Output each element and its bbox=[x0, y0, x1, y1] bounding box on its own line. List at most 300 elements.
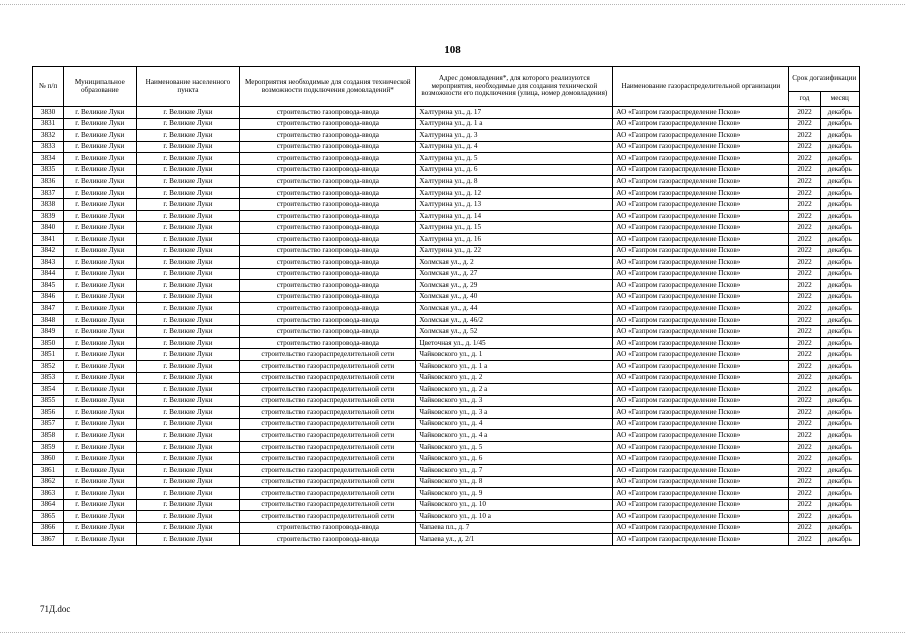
cell-year: 2022 bbox=[789, 453, 820, 465]
cell-address: Чайковского ул., д. 4 а bbox=[416, 430, 613, 442]
cell-num: 3833 bbox=[33, 141, 64, 153]
cell-measure: строительство газопровода-ввода bbox=[240, 118, 416, 130]
cell-municipality: г. Великие Луки bbox=[64, 245, 137, 257]
cell-address: Чайковского ул., д. 3 а bbox=[416, 407, 613, 419]
cell-municipality: г. Великие Луки bbox=[64, 499, 137, 511]
cell-month: декабрь bbox=[820, 130, 859, 142]
table-row bbox=[33, 522, 860, 534]
table-row bbox=[33, 464, 860, 476]
cell-measure: строительство газораспределительной сети bbox=[240, 418, 416, 430]
cell-month: декабрь bbox=[820, 488, 859, 500]
cell-measure: строительство газопровода-ввода bbox=[240, 280, 416, 292]
cell-organization: АО «Газпром газораспределение Псков» bbox=[613, 280, 789, 292]
cell-organization: АО «Газпром газораспределение Псков» bbox=[613, 337, 789, 349]
cell-measure: строительство газопровода-ввода bbox=[240, 257, 416, 269]
cell-settlement: г. Великие Луки bbox=[136, 441, 240, 453]
cell-settlement: г. Великие Луки bbox=[136, 210, 240, 222]
cell-year: 2022 bbox=[789, 464, 820, 476]
cell-address: Халтурина ул., д. 5 bbox=[416, 153, 613, 165]
cell-municipality: г. Великие Луки bbox=[64, 511, 137, 523]
cell-address: Чайковского ул., д. 5 bbox=[416, 441, 613, 453]
cell-month: декабрь bbox=[820, 534, 859, 546]
cell-month: декабрь bbox=[820, 337, 859, 349]
cell-num: 3832 bbox=[33, 130, 64, 142]
cell-num: 3857 bbox=[33, 418, 64, 430]
header-settlement: Наименование населенного пункта bbox=[136, 67, 240, 107]
cell-address: Чайковского ул., д. 2 а bbox=[416, 384, 613, 396]
cell-address: Холмская ул., д. 46/2 bbox=[416, 314, 613, 326]
cell-settlement: г. Великие Луки bbox=[136, 130, 240, 142]
cell-settlement: г. Великие Луки bbox=[136, 430, 240, 442]
cell-measure: строительство газопровода-ввода bbox=[240, 141, 416, 153]
cell-organization: АО «Газпром газораспределение Псков» bbox=[613, 234, 789, 246]
cell-measure: строительство газопровода-ввода bbox=[240, 187, 416, 199]
cell-measure: строительство газопровода-ввода bbox=[240, 268, 416, 280]
cell-address: Цветочная ул., д. 1/45 bbox=[416, 337, 613, 349]
cell-month: декабрь bbox=[820, 430, 859, 442]
cell-measure: строительство газораспределительной сети bbox=[240, 511, 416, 523]
cell-measure: строительство газопровода-ввода bbox=[240, 176, 416, 188]
cell-organization: АО «Газпром газораспределение Псков» bbox=[613, 511, 789, 523]
cell-month: декабрь bbox=[820, 361, 859, 373]
cell-year: 2022 bbox=[789, 257, 820, 269]
cell-measure: строительство газопровода-ввода bbox=[240, 522, 416, 534]
cell-month: декабрь bbox=[820, 164, 859, 176]
cell-month: декабрь bbox=[820, 464, 859, 476]
cell-municipality: г. Великие Луки bbox=[64, 418, 137, 430]
table-row bbox=[33, 107, 860, 119]
cell-organization: АО «Газпром газораспределение Псков» bbox=[613, 222, 789, 234]
cell-measure: строительство газораспределительной сети bbox=[240, 499, 416, 511]
cell-measure: строительство газораспределительной сети bbox=[240, 349, 416, 361]
cell-month: декабрь bbox=[820, 314, 859, 326]
table-row bbox=[33, 511, 860, 523]
cell-num: 3838 bbox=[33, 199, 64, 211]
cell-settlement: г. Великие Луки bbox=[136, 476, 240, 488]
cell-year: 2022 bbox=[789, 118, 820, 130]
cell-num: 3841 bbox=[33, 234, 64, 246]
cell-measure: строительство газораспределительной сети bbox=[240, 361, 416, 373]
cell-year: 2022 bbox=[789, 141, 820, 153]
cell-organization: АО «Газпром газораспределение Псков» bbox=[613, 176, 789, 188]
cell-num: 3848 bbox=[33, 314, 64, 326]
table-row bbox=[33, 303, 860, 315]
cell-num: 3851 bbox=[33, 349, 64, 361]
cell-municipality: г. Великие Луки bbox=[64, 314, 137, 326]
cell-organization: АО «Газпром газораспределение Псков» bbox=[613, 187, 789, 199]
cell-num: 3861 bbox=[33, 464, 64, 476]
cell-address: Чайковского ул., д. 1 а bbox=[416, 361, 613, 373]
cell-organization: АО «Газпром газораспределение Псков» bbox=[613, 372, 789, 384]
table-row bbox=[33, 418, 860, 430]
cell-year: 2022 bbox=[789, 130, 820, 142]
cell-address: Холмская ул., д. 2 bbox=[416, 257, 613, 269]
cell-month: декабрь bbox=[820, 245, 859, 257]
cell-settlement: г. Великие Луки bbox=[136, 303, 240, 315]
header-measures: Мероприятия необходимые для создания технической возможности подключения домовладений* bbox=[240, 67, 416, 107]
table-row bbox=[33, 361, 860, 373]
cell-num: 3859 bbox=[33, 441, 64, 453]
cell-num: 3864 bbox=[33, 499, 64, 511]
cell-organization: АО «Газпром газораспределение Псков» bbox=[613, 268, 789, 280]
cell-address: Чайковского ул., д. 9 bbox=[416, 488, 613, 500]
cell-num: 3835 bbox=[33, 164, 64, 176]
cell-measure: строительство газораспределительной сети bbox=[240, 384, 416, 396]
cell-settlement: г. Великие Луки bbox=[136, 187, 240, 199]
cell-month: декабрь bbox=[820, 291, 859, 303]
cell-address: Халтурина ул., д. 15 bbox=[416, 222, 613, 234]
cell-num: 3855 bbox=[33, 395, 64, 407]
cell-year: 2022 bbox=[789, 164, 820, 176]
cell-num: 3867 bbox=[33, 534, 64, 546]
cell-year: 2022 bbox=[789, 407, 820, 419]
cell-num: 3830 bbox=[33, 107, 64, 119]
cell-organization: АО «Газпром газораспределение Псков» bbox=[613, 118, 789, 130]
table-row bbox=[33, 372, 860, 384]
cell-address: Чайковского ул., д. 10 а bbox=[416, 511, 613, 523]
cell-measure: строительство газораспределительной сети bbox=[240, 407, 416, 419]
table-row bbox=[33, 187, 860, 199]
cell-num: 3840 bbox=[33, 222, 64, 234]
cell-municipality: г. Великие Луки bbox=[64, 464, 137, 476]
cell-month: декабрь bbox=[820, 141, 859, 153]
cell-settlement: г. Великие Луки bbox=[136, 164, 240, 176]
cell-year: 2022 bbox=[789, 534, 820, 546]
cell-month: декабрь bbox=[820, 280, 859, 292]
cell-month: декабрь bbox=[820, 176, 859, 188]
cell-year: 2022 bbox=[789, 372, 820, 384]
cell-municipality: г. Великие Луки bbox=[64, 337, 137, 349]
cell-organization: АО «Газпром газораспределение Псков» bbox=[613, 476, 789, 488]
cell-measure: строительство газопровода-ввода bbox=[240, 337, 416, 349]
cell-num: 3831 bbox=[33, 118, 64, 130]
header-num: № п/п bbox=[33, 67, 64, 107]
cell-num: 3837 bbox=[33, 187, 64, 199]
cell-year: 2022 bbox=[789, 176, 820, 188]
table-row bbox=[33, 407, 860, 419]
cell-settlement: г. Великие Луки bbox=[136, 384, 240, 396]
table-row bbox=[33, 153, 860, 165]
cell-address: Чайковского ул., д. 4 bbox=[416, 418, 613, 430]
cell-measure: строительство газораспределительной сети bbox=[240, 395, 416, 407]
cell-year: 2022 bbox=[789, 268, 820, 280]
cell-settlement: г. Великие Луки bbox=[136, 107, 240, 119]
cell-municipality: г. Великие Луки bbox=[64, 234, 137, 246]
cell-organization: АО «Газпром газораспределение Псков» bbox=[613, 130, 789, 142]
cell-year: 2022 bbox=[789, 291, 820, 303]
cell-settlement: г. Великие Луки bbox=[136, 326, 240, 338]
table-row bbox=[33, 326, 860, 338]
cell-organization: АО «Газпром газораспределение Псков» bbox=[613, 453, 789, 465]
table-row bbox=[33, 384, 860, 396]
cell-month: декабрь bbox=[820, 453, 859, 465]
cell-organization: АО «Газпром газораспределение Псков» bbox=[613, 488, 789, 500]
cell-address: Холмская ул., д. 44 bbox=[416, 303, 613, 315]
cell-measure: строительство газопровода-ввода bbox=[240, 164, 416, 176]
cell-year: 2022 bbox=[789, 499, 820, 511]
cell-municipality: г. Великие Луки bbox=[64, 326, 137, 338]
cell-settlement: г. Великие Луки bbox=[136, 280, 240, 292]
cell-settlement: г. Великие Луки bbox=[136, 361, 240, 373]
cell-organization: АО «Газпром газораспределение Псков» bbox=[613, 141, 789, 153]
cell-month: декабрь bbox=[820, 499, 859, 511]
cell-num: 3836 bbox=[33, 176, 64, 188]
cell-month: декабрь bbox=[820, 384, 859, 396]
cell-organization: АО «Газпром газораспределение Псков» bbox=[613, 164, 789, 176]
cell-measure: строительство газораспределительной сети bbox=[240, 430, 416, 442]
cell-municipality: г. Великие Луки bbox=[64, 187, 137, 199]
cell-municipality: г. Великие Луки bbox=[64, 130, 137, 142]
cell-municipality: г. Великие Луки bbox=[64, 280, 137, 292]
cell-address: Чапаева ул., д. 2/1 bbox=[416, 534, 613, 546]
cell-month: декабрь bbox=[820, 418, 859, 430]
cell-municipality: г. Великие Луки bbox=[64, 210, 137, 222]
cell-municipality: г. Великие Луки bbox=[64, 164, 137, 176]
cell-address: Халтурина ул., д. 3 bbox=[416, 130, 613, 142]
cell-organization: АО «Газпром газораспределение Псков» bbox=[613, 361, 789, 373]
table-row bbox=[33, 118, 860, 130]
cell-municipality: г. Великие Луки bbox=[64, 257, 137, 269]
cell-organization: АО «Газпром газораспределение Псков» bbox=[613, 395, 789, 407]
header-year: год bbox=[789, 92, 820, 107]
cell-num: 3843 bbox=[33, 257, 64, 269]
cell-organization: АО «Газпром газораспределение Псков» bbox=[613, 303, 789, 315]
page-number: 108 bbox=[444, 44, 461, 56]
cell-settlement: г. Великие Луки bbox=[136, 222, 240, 234]
top-scan-edge bbox=[0, 4, 905, 6]
cell-organization: АО «Газпром газораспределение Псков» bbox=[613, 349, 789, 361]
cell-organization: АО «Газпром газораспределение Псков» bbox=[613, 153, 789, 165]
table-row bbox=[33, 141, 860, 153]
cell-year: 2022 bbox=[789, 522, 820, 534]
cell-settlement: г. Великие Луки bbox=[136, 268, 240, 280]
cell-num: 3866 bbox=[33, 522, 64, 534]
cell-organization: АО «Газпром газораспределение Псков» bbox=[613, 314, 789, 326]
cell-settlement: г. Великие Луки bbox=[136, 118, 240, 130]
cell-measure: строительство газораспределительной сети bbox=[240, 441, 416, 453]
header-month: месяц bbox=[820, 92, 859, 107]
cell-month: декабрь bbox=[820, 257, 859, 269]
cell-year: 2022 bbox=[789, 384, 820, 396]
cell-settlement: г. Великие Луки bbox=[136, 395, 240, 407]
cell-settlement: г. Великие Луки bbox=[136, 199, 240, 211]
cell-settlement: г. Великие Луки bbox=[136, 499, 240, 511]
cell-year: 2022 bbox=[789, 337, 820, 349]
header-deadline: Срок догазификации bbox=[789, 67, 860, 92]
cell-address: Чайковского ул., д. 10 bbox=[416, 499, 613, 511]
cell-address: Холмская ул., д. 29 bbox=[416, 280, 613, 292]
cell-month: декабрь bbox=[820, 303, 859, 315]
cell-organization: АО «Газпром газораспределение Псков» bbox=[613, 441, 789, 453]
cell-organization: АО «Газпром газораспределение Псков» bbox=[613, 430, 789, 442]
cell-month: декабрь bbox=[820, 511, 859, 523]
cell-measure: строительство газопровода-ввода bbox=[240, 291, 416, 303]
cell-address: Халтурина ул., д. 8 bbox=[416, 176, 613, 188]
cell-month: декабрь bbox=[820, 199, 859, 211]
cell-organization: АО «Газпром газораспределение Псков» bbox=[613, 326, 789, 338]
cell-year: 2022 bbox=[789, 361, 820, 373]
cell-measure: строительство газопровода-ввода bbox=[240, 130, 416, 142]
cell-municipality: г. Великие Луки bbox=[64, 107, 137, 119]
cell-settlement: г. Великие Луки bbox=[136, 453, 240, 465]
cell-settlement: г. Великие Луки bbox=[136, 337, 240, 349]
cell-month: декабрь bbox=[820, 349, 859, 361]
cell-municipality: г. Великие Луки bbox=[64, 430, 137, 442]
cell-measure: строительство газопровода-ввода bbox=[240, 153, 416, 165]
cell-measure: строительство газораспределительной сети bbox=[240, 464, 416, 476]
cell-address: Халтурина ул., д. 22 bbox=[416, 245, 613, 257]
cell-num: 3858 bbox=[33, 430, 64, 442]
table-row bbox=[33, 453, 860, 465]
table-row bbox=[33, 499, 860, 511]
table-row bbox=[33, 268, 860, 280]
cell-address: Холмская ул., д. 27 bbox=[416, 268, 613, 280]
cell-organization: АО «Газпром газораспределение Псков» bbox=[613, 418, 789, 430]
cell-settlement: г. Великие Луки bbox=[136, 257, 240, 269]
table-row bbox=[33, 222, 860, 234]
table-row bbox=[33, 476, 860, 488]
cell-year: 2022 bbox=[789, 395, 820, 407]
cell-year: 2022 bbox=[789, 441, 820, 453]
cell-settlement: г. Великие Луки bbox=[136, 153, 240, 165]
cell-municipality: г. Великие Луки bbox=[64, 407, 137, 419]
cell-organization: АО «Газпром газораспределение Псков» bbox=[613, 384, 789, 396]
table-row bbox=[33, 210, 860, 222]
cell-year: 2022 bbox=[789, 326, 820, 338]
cell-settlement: г. Великие Луки bbox=[136, 488, 240, 500]
cell-measure: строительство газораспределительной сети bbox=[240, 372, 416, 384]
cell-municipality: г. Великие Луки bbox=[64, 349, 137, 361]
cell-measure: строительство газораспределительной сети bbox=[240, 476, 416, 488]
cell-year: 2022 bbox=[789, 476, 820, 488]
table-body bbox=[33, 107, 860, 546]
cell-measure: строительство газораспределительной сети bbox=[240, 488, 416, 500]
table-row bbox=[33, 176, 860, 188]
cell-settlement: г. Великие Луки bbox=[136, 176, 240, 188]
cell-municipality: г. Великие Луки bbox=[64, 222, 137, 234]
cell-municipality: г. Великие Луки bbox=[64, 522, 137, 534]
cell-measure: строительство газопровода-ввода bbox=[240, 314, 416, 326]
cell-measure: строительство газопровода-ввода bbox=[240, 303, 416, 315]
table-row bbox=[33, 234, 860, 246]
cell-month: декабрь bbox=[820, 268, 859, 280]
cell-organization: АО «Газпром газораспределение Псков» bbox=[613, 534, 789, 546]
header-address: Адрес домовладения*, для которого реализуются мероприятия, необходимые для создания технической возможности его подключения (улица, номер домовладения) bbox=[416, 67, 613, 107]
cell-measure: строительство газопровода-ввода bbox=[240, 210, 416, 222]
cell-measure: строительство газопровода-ввода bbox=[240, 199, 416, 211]
cell-year: 2022 bbox=[789, 210, 820, 222]
cell-address: Халтурина ул., д. 13 bbox=[416, 199, 613, 211]
cell-municipality: г. Великие Луки bbox=[64, 488, 137, 500]
cell-num: 3853 bbox=[33, 372, 64, 384]
cell-organization: АО «Газпром газораспределение Псков» bbox=[613, 107, 789, 119]
cell-municipality: г. Великие Луки bbox=[64, 384, 137, 396]
cell-address: Холмская ул., д. 52 bbox=[416, 326, 613, 338]
cell-num: 3834 bbox=[33, 153, 64, 165]
cell-month: декабрь bbox=[820, 522, 859, 534]
cell-organization: АО «Газпром газораспределение Псков» bbox=[613, 199, 789, 211]
cell-num: 3844 bbox=[33, 268, 64, 280]
cell-municipality: г. Великие Луки bbox=[64, 176, 137, 188]
cell-measure: строительство газопровода-ввода bbox=[240, 222, 416, 234]
cell-num: 3854 bbox=[33, 384, 64, 396]
cell-num: 3862 bbox=[33, 476, 64, 488]
cell-address: Халтурина ул., д. 16 bbox=[416, 234, 613, 246]
cell-month: декабрь bbox=[820, 118, 859, 130]
cell-year: 2022 bbox=[789, 199, 820, 211]
cell-municipality: г. Великие Луки bbox=[64, 372, 137, 384]
cell-num: 3852 bbox=[33, 361, 64, 373]
table-row bbox=[33, 534, 860, 546]
cell-measure: строительство газопровода-ввода bbox=[240, 245, 416, 257]
cell-address: Холмская ул., д. 40 bbox=[416, 291, 613, 303]
cell-year: 2022 bbox=[789, 107, 820, 119]
cell-municipality: г. Великие Луки bbox=[64, 441, 137, 453]
header-organization: Наименование газораспределительной организации bbox=[613, 67, 789, 107]
table-row bbox=[33, 395, 860, 407]
cell-address: Халтурина ул., д. 4 bbox=[416, 141, 613, 153]
cell-month: декабрь bbox=[820, 326, 859, 338]
cell-measure: строительство газопровода-ввода bbox=[240, 107, 416, 119]
cell-settlement: г. Великие Луки bbox=[136, 314, 240, 326]
table-row bbox=[33, 164, 860, 176]
table-row bbox=[33, 314, 860, 326]
cell-measure: строительство газопровода-ввода bbox=[240, 234, 416, 246]
cell-municipality: г. Великие Луки bbox=[64, 153, 137, 165]
cell-organization: АО «Газпром газораспределение Псков» bbox=[613, 257, 789, 269]
table-row bbox=[33, 257, 860, 269]
gasification-table bbox=[32, 66, 860, 546]
cell-municipality: г. Великие Луки bbox=[64, 118, 137, 130]
cell-settlement: г. Великие Луки bbox=[136, 349, 240, 361]
cell-municipality: г. Великие Луки bbox=[64, 534, 137, 546]
cell-settlement: г. Великие Луки bbox=[136, 522, 240, 534]
cell-year: 2022 bbox=[789, 418, 820, 430]
cell-municipality: г. Великие Луки bbox=[64, 453, 137, 465]
cell-month: декабрь bbox=[820, 210, 859, 222]
cell-num: 3849 bbox=[33, 326, 64, 338]
cell-month: декабрь bbox=[820, 187, 859, 199]
cell-year: 2022 bbox=[789, 222, 820, 234]
cell-num: 3856 bbox=[33, 407, 64, 419]
document-filename: 71Д.doc bbox=[40, 604, 71, 614]
cell-settlement: г. Великие Луки bbox=[136, 234, 240, 246]
table-row bbox=[33, 245, 860, 257]
cell-address: Халтурина ул., д. 17 bbox=[416, 107, 613, 119]
cell-year: 2022 bbox=[789, 430, 820, 442]
cell-num: 3846 bbox=[33, 291, 64, 303]
cell-organization: АО «Газпром газораспределение Псков» bbox=[613, 407, 789, 419]
cell-address: Чапаева пл., д. 7 bbox=[416, 522, 613, 534]
cell-month: декабрь bbox=[820, 234, 859, 246]
cell-municipality: г. Великие Луки bbox=[64, 141, 137, 153]
cell-address: Халтурина ул., д. 6 bbox=[416, 164, 613, 176]
cell-municipality: г. Великие Луки bbox=[64, 303, 137, 315]
cell-address: Халтурина ул., д. 14 bbox=[416, 210, 613, 222]
cell-num: 3860 bbox=[33, 453, 64, 465]
cell-year: 2022 bbox=[789, 314, 820, 326]
cell-month: декабрь bbox=[820, 476, 859, 488]
cell-measure: строительство газопровода-ввода bbox=[240, 534, 416, 546]
cell-settlement: г. Великие Луки bbox=[136, 291, 240, 303]
cell-address: Чайковского ул., д. 1 bbox=[416, 349, 613, 361]
cell-municipality: г. Великие Луки bbox=[64, 268, 137, 280]
cell-year: 2022 bbox=[789, 245, 820, 257]
cell-year: 2022 bbox=[789, 303, 820, 315]
table-row bbox=[33, 349, 860, 361]
table-row bbox=[33, 337, 860, 349]
cell-num: 3839 bbox=[33, 210, 64, 222]
